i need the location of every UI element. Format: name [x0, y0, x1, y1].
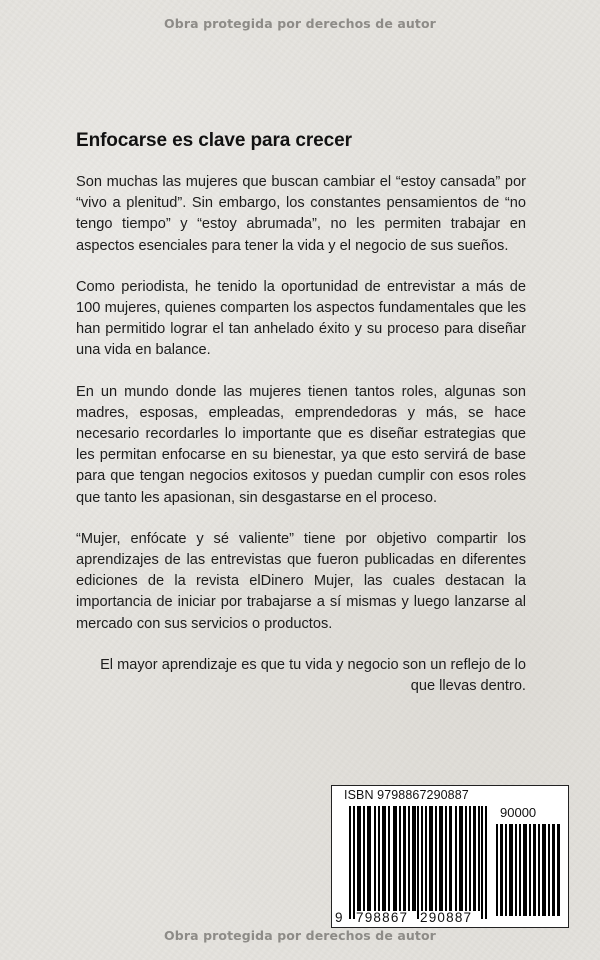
paragraph-3: En un mundo donde las mujeres tienen tantos roles, algunas son madres, esposas, empleadas, emprendedoras y más, se hace necesario recordarles lo importante que es diseñar estrategias que les permitan enfocarse en su bienestar, ya que esto servirá de base para que tengan negocios exitosos y puedan cumplir con esos roles que tanto les apasionan, sin desgastarse en el proceso. — [76, 383, 526, 506]
addon-barcode-bars-icon — [496, 824, 560, 916]
copyright-watermark-bottom: Obra protegida por derechos de autor — [164, 928, 436, 943]
page-title: Enfocarse es clave para crecer — [76, 130, 352, 151]
isbn-label: ISBN 9798867290887 — [344, 788, 469, 802]
barcode-digits-right: 290887 — [420, 910, 473, 925]
isbn-barcode — [331, 785, 569, 928]
closing-paragraph: El mayor aprendizaje es que tu vida y negocio son un reflejo de lo que llevas dentro. — [100, 656, 526, 695]
barcode-digit-first: 9 — [335, 910, 343, 925]
back-cover-text — [76, 130, 526, 717]
barcode-bars-icon — [349, 806, 487, 919]
paragraph-2: Como periodista, he tenido la oportunidad de entrevistar a más de 100 mujeres, quienes comparten los aspectos fundamentales que les han permitido lograr el tan anhelado éxito y su proceso para diseñar una vida en balance. — [76, 278, 526, 359]
paragraph-4: “Mujer, enfócate y sé valiente” tiene por objetivo compartir los aprendizajes de las entrevistas que fueron publicadas en diferentes ediciones de la revista elDinero Mujer, las cuales destacan la importancia de iniciar por trabajarse a sí mismas y luego lanzarse al mercado con sus servicios o productos. — [76, 530, 526, 632]
barcode-digits-left: 798867 — [356, 910, 409, 925]
paragraph-1: Son muchas las mujeres que buscan cambiar el “estoy cansada” por “vivo a plenitud”. Sin embargo, los constantes pensamientos de “no tengo tiempo” y “estoy abrumada”, no les permiten trabajar en aspectos esenciales para tener la vida y el negocio de sus sueños. — [76, 174, 526, 254]
price-addon-number: 90000 — [500, 805, 537, 820]
copyright-watermark-top: Obra protegida por derechos de autor — [164, 16, 436, 31]
